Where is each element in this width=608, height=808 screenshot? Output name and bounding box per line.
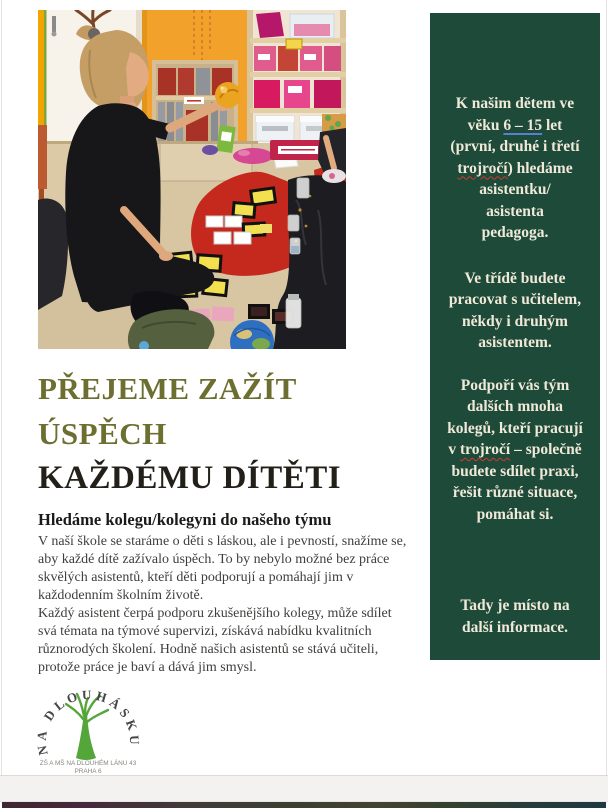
page-title bbox=[38, 366, 341, 501]
school-logo bbox=[30, 670, 146, 776]
sidebar-paragraph-1: K našim dětem ve věku 6 – 15 let (první, druhé i třetí trojročí) hledáme asistentku/ asistenta pedagoga. bbox=[450, 95, 580, 241]
logo-caption-line-2: PRAHA 6 bbox=[74, 768, 102, 775]
next-page-preview bbox=[2, 802, 606, 808]
sidebar-panel bbox=[430, 13, 600, 660]
logo-caption-line-1: ZŠ A MŠ NA DLOUHÉM LÁNU 43 bbox=[39, 760, 137, 767]
age-range: 6 – 15 bbox=[503, 116, 543, 134]
classroom-photo-art bbox=[38, 10, 346, 349]
headline-line-1: PŘEJEME ZAŽÍT bbox=[38, 371, 297, 406]
spellcheck-word: trojročí bbox=[457, 159, 508, 177]
headline-line-3: KAŽDÉMU DÍTĚTI bbox=[38, 460, 342, 496]
sidebar-paragraph-3: Podpoří vás tým dalších mnoha kolegů, kteří pracují v trojročí – společně budete sdílet praxi, řešit různé situace, pomáhat si. bbox=[447, 376, 583, 523]
red-table bbox=[38, 125, 47, 189]
sidebar-paragraph-4: Tady je místo na další informace. bbox=[460, 597, 570, 636]
inter-page-gap bbox=[0, 775, 608, 802]
sidebar-paragraph-2: Ve třídě budete pracovat s učitelem, někdy i druhým asistentem. bbox=[448, 269, 582, 351]
subheading: Hledáme kolegu/kolegyni do našeho týmu bbox=[38, 510, 332, 529]
logo-arc-text: NA DLOUHÁSKU bbox=[33, 687, 143, 757]
headline-line-2: ÚSPĚCH bbox=[38, 416, 167, 451]
spellcheck-word: trojročí bbox=[459, 441, 511, 458]
flyer-page bbox=[1, 0, 607, 775]
body-paragraph-1: V naší škole se staráme o děti s láskou, ale i pevností, snažíme se, aby každé dítě zažívalo úspěch. To by nebylo možné bez práce skvělých asistentů, kteří děti podporují a pomáhají jim v každodenním školním životě. bbox=[38, 534, 407, 603]
amber-ball bbox=[215, 82, 241, 108]
body-paragraph-2: Každý asistent čerpá podporu zkušenějšího kolegy, může sdílet svá témata na týmové supervizi, získává nabídku kvalitních různorodých školení. Hodně našich asistentů se stává učiteli, protože práce je baví a dává jim smysl. bbox=[38, 606, 392, 675]
body-text bbox=[38, 533, 413, 677]
classroom-photo bbox=[38, 10, 346, 349]
